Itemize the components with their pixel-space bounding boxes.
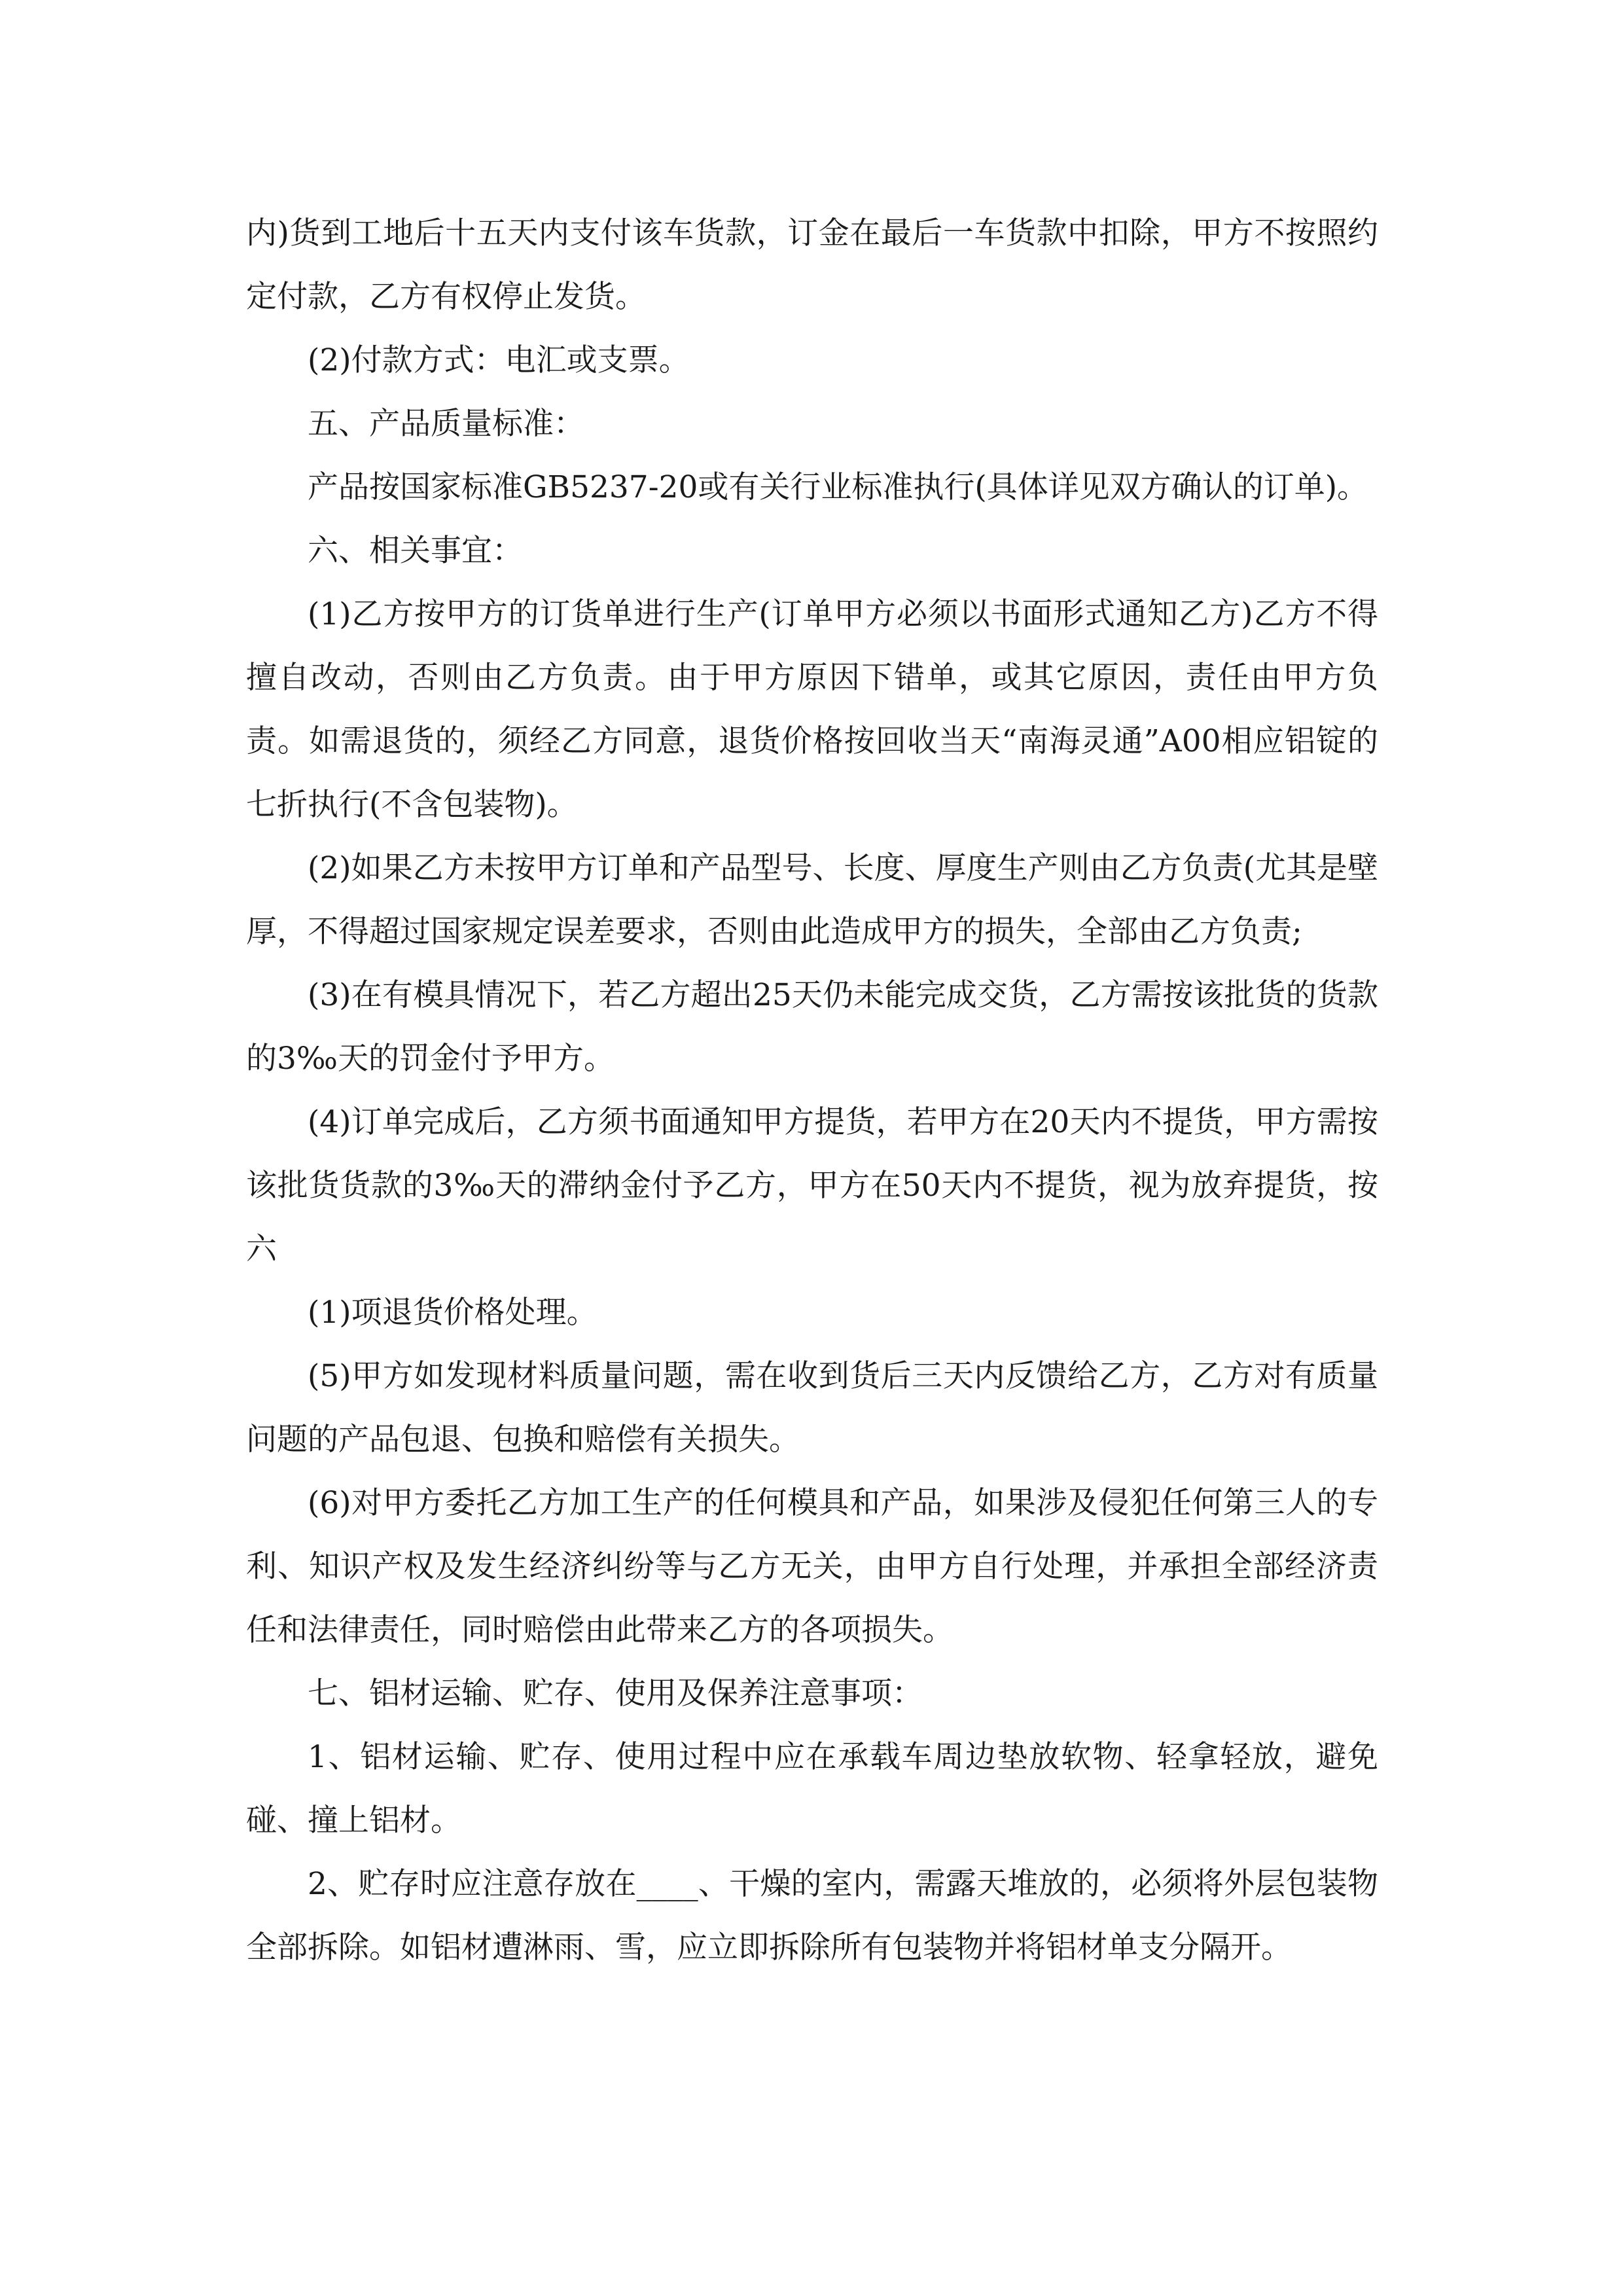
paragraph-item-1: (1)乙方按甲方的订货单进行生产(订单甲方必须以书面形式通知乙方)乙方不得擅自改动，否则由乙方负责。由于甲方原因下错单，或其它原因，责任由甲方负责。如需退货的，须经乙方同意，退货价格按回收当天“南海灵通”A00相应铝锭的七折执行(不含包装物)。 (246, 596, 1378, 823)
paragraph-item-2: (2)如果乙方未按甲方订单和产品型号、长度、厚度生产则由乙方负责(尤其是壁厚，不得超过国家规定误差要求，否则由此造成甲方的损失，全部由乙方负责; (246, 850, 1378, 950)
paragraph-item-4: (4)订单完成后，乙方须书面通知甲方提货，若甲方在20天内不提货，甲方需按该批货货款的3‰天的滞纳金付予乙方，甲方在50天内不提货，视为放弃提货，按六 (246, 1104, 1378, 1267)
section-heading-related-matters: 六、相关事宜： (308, 533, 523, 569)
paragraph-item-6: (6)对甲方委托乙方加工生产的任何模具和产品，如果涉及侵犯任何第三人的专利、知识产权及发生经济纠纷等与乙方无关，由甲方自行处理，并承担全部经济责任和法律责任，同时赔偿由此带来乙方的各项损失。 (246, 1485, 1378, 1648)
paragraph-item-4-continued: (1)项退货价格处理。 (308, 1295, 597, 1331)
paragraph-transport-2: 2、贮存时应注意存放在____、干燥的室内，需露天堆放的，必须将外层包装物全部拆除。如铝材遭淋雨、雪，应立即拆除所有包装物并将铝材单支分隔开。 (246, 1866, 1378, 1965)
section-heading-transport-storage: 七、铝材运输、贮存、使用及保养注意事项： (308, 1676, 923, 1712)
paragraph-item-5: (5)甲方如发现材料质量问题，需在收到货后三天内反馈给乙方，乙方对有质量问题的产品包退、包换和赔偿有关损失。 (246, 1358, 1378, 1458)
section-heading-quality-standard: 五、产品质量标准： (308, 406, 584, 442)
paragraph-item-3: (3)在有模具情况下，若乙方超出25天仍未能完成交货，乙方需按该批货的货款的3‰天的罚金付予甲方。 (246, 977, 1378, 1077)
document-page (246, 202, 1378, 1979)
paragraph-payment-method: (2)付款方式：电汇或支票。 (308, 342, 690, 378)
paragraph-quality-standard: 产品按国家标准GB5237-20或有关行业标准执行(具体详见双方确认的订单)。 (308, 469, 1368, 505)
paragraph-payment-terms: 内)货到工地后十五天内支付该车货款，订金在最后一车货款中扣除，甲方不按照约定付款，乙方有权停止发货。 (246, 215, 1378, 315)
paragraph-transport-1: 1、铝材运输、贮存、使用过程中应在承载车周边垫放软物、轻拿轻放，避免碰、撞上铝材。 (246, 1739, 1378, 1839)
